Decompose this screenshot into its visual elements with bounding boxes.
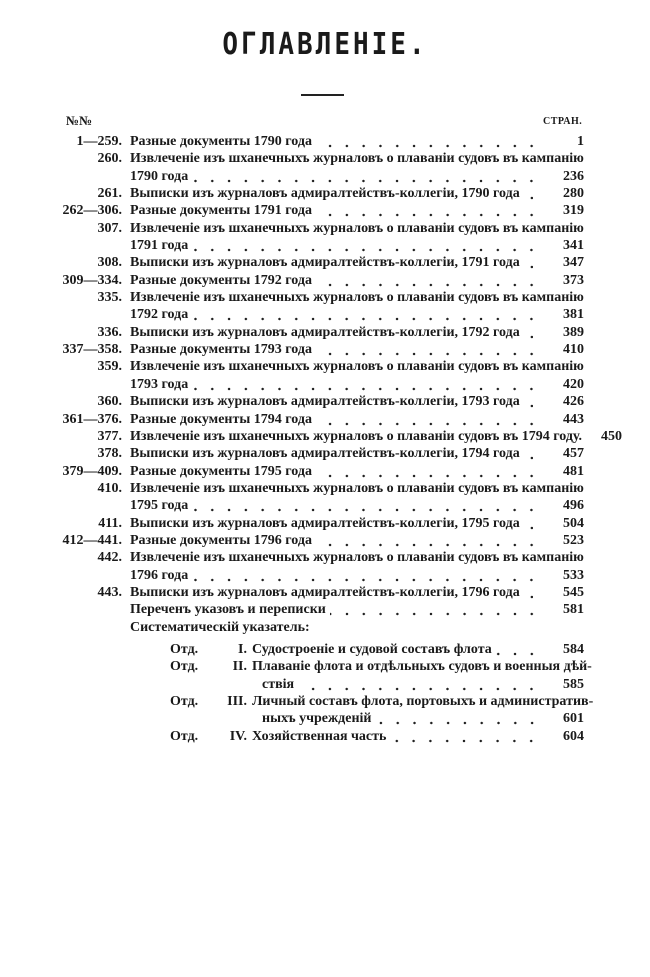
toc-entry: [0, 306, 650, 323]
page-title: ОГЛАВЛЕНIЕ.: [222, 27, 428, 63]
entry-title: Выписки изъ журналовъ адмиралтействъ-коллегiи, 1792 года: [130, 324, 520, 340]
page-column-header: СТРАН.: [543, 116, 583, 127]
toc-entry: [0, 358, 650, 375]
page-number: 319: [563, 203, 584, 219]
entry-text: [262, 710, 544, 727]
page-number: [544, 619, 584, 636]
entry-text: [130, 341, 544, 358]
dot-leader: [390, 728, 540, 745]
page-number: [584, 289, 624, 306]
toc-section-entry: [0, 676, 650, 693]
entry-number: 410.: [97, 480, 122, 496]
entry-number: 337—358.: [62, 342, 122, 358]
dot-leader: [524, 254, 540, 271]
dot-leader: [524, 393, 540, 410]
page-number: 443: [563, 411, 584, 427]
entry-title: ныхъ учрежденiй: [262, 711, 372, 727]
entry-title: ствiя: [262, 676, 295, 692]
entry-title: Извлеченiе изъ шханечныхъ журналовъ о плаванiи судовъ въ кампанiю: [130, 480, 584, 496]
toc-entry: [0, 428, 650, 445]
entry-number: 1—259.: [76, 134, 122, 149]
dot-leader: [524, 515, 540, 532]
entry-title: Разные документы 1791 года: [130, 203, 312, 219]
entry-title: Хозяйственная часть: [252, 728, 387, 744]
entry-text: [252, 728, 544, 745]
entry-title: Выписки изъ журналовъ адмиралтействъ-коллегiи, 1791 года: [130, 255, 520, 271]
dot-leader: [330, 601, 540, 618]
dot-leader: [524, 324, 540, 341]
entry-number: 308.: [97, 255, 122, 271]
toc-entry: [0, 549, 650, 566]
toc-entry: [0, 324, 650, 341]
entry-text: [130, 393, 544, 410]
toc-section-entry: [0, 693, 650, 710]
entry-text: [130, 376, 544, 393]
toc-entry: [0, 168, 650, 185]
entry-text: [252, 693, 593, 710]
page-number: [584, 549, 624, 566]
page-number: 236: [563, 168, 584, 184]
toc-entry: [0, 532, 650, 549]
entry-title: Выписки изъ журналовъ адмиралтействъ-коллегiи, 1793 года: [130, 394, 520, 410]
entry-number: 378.: [97, 446, 122, 462]
entry-title: Извлеченiе изъ шханечныхъ журналовъ о плаванiи судовъ въ кампанiю: [130, 220, 584, 236]
page-number: 496: [563, 498, 584, 514]
entry-text: [130, 220, 584, 237]
page-number: 381: [563, 307, 584, 323]
entry-title: Извлеченiе изъ шханечныхъ журналовъ о плаванiи судовъ въ кампанiю: [130, 550, 584, 566]
entry-title: Разные документы 1795 года: [130, 463, 312, 479]
toc-entry: [0, 445, 650, 462]
entry-title: Извлеченiе изъ шханечныхъ журналовъ о плаванiи судовъ въ кампанiю: [130, 359, 584, 375]
page-number: 1: [577, 134, 584, 149]
entry-title: 1793 года: [130, 376, 189, 392]
dot-leader: [316, 341, 540, 358]
entry-number: 309—334.: [62, 272, 122, 288]
entry-text: [130, 358, 584, 375]
entry-text: [130, 584, 544, 601]
toc-entry: [0, 341, 650, 358]
entry-text: [130, 601, 544, 618]
entry-number: 307.: [97, 220, 122, 236]
entry-number: 412—441.: [62, 532, 122, 548]
page-number: 341: [563, 238, 584, 254]
entry-title: Выписки изъ журналовъ адмиралтействъ-коллегiи, 1790 года: [130, 186, 520, 202]
page-number: 410: [563, 342, 584, 358]
toc-entry: [0, 376, 650, 393]
section-label: Отд.: [170, 694, 199, 709]
entry-title: Личный составъ флота, портовыхъ и административ-: [252, 694, 594, 709]
page-number: 604: [563, 728, 584, 744]
page-number: 347: [563, 255, 584, 271]
entry-number: 411.: [98, 515, 122, 531]
table-of-contents: [0, 133, 650, 745]
toc-entry: [0, 202, 650, 219]
entry-text: [130, 445, 544, 462]
toc-entry: [0, 567, 650, 584]
entry-text: [130, 324, 544, 341]
entry-number: 260.: [97, 151, 122, 167]
entry-title: 1796 года: [130, 567, 189, 583]
page-number: [593, 693, 633, 710]
entry-text: [130, 480, 584, 497]
entry-title: 1791 года: [130, 238, 189, 254]
entry-title: Извлеченiе изъ шханечныхъ журналовъ о плаванiи судовъ въ 1794 году.: [130, 428, 583, 444]
entry-text: [130, 411, 544, 428]
entry-text: [130, 532, 544, 549]
toc-entry: [0, 289, 650, 306]
toc-entry: [0, 411, 650, 428]
dot-leader: [376, 710, 541, 727]
dot-leader: [316, 411, 540, 428]
entry-text: [130, 497, 544, 514]
toc-section-entry: [0, 710, 650, 727]
entry-number: 379—409.: [62, 463, 122, 479]
entry-text: [130, 168, 544, 185]
toc-entry: [0, 272, 650, 289]
section-label: Отд.: [170, 641, 199, 657]
section-numeral: II.: [232, 659, 247, 675]
entry-title: Судостроенiе и судовой составъ флота: [252, 641, 492, 657]
entry-title: 1792 года: [130, 307, 189, 323]
page-number: 389: [563, 324, 584, 340]
page-number: 280: [563, 186, 584, 202]
entry-text: [130, 515, 544, 532]
toc-section-entry: [0, 641, 650, 658]
page-number: [584, 358, 624, 375]
entry-text: [130, 463, 544, 480]
entry-title: Разные документы 1792 года: [130, 272, 312, 288]
dot-leader: [192, 237, 540, 254]
toc-entry: [0, 584, 650, 601]
toc-entry: [0, 254, 650, 271]
section-numeral: I.: [238, 641, 247, 657]
entry-title: Выписки изъ журналовъ адмиралтействъ-коллегiи, 1796 года: [130, 584, 520, 600]
page-number: 533: [563, 567, 584, 583]
entry-number: [0, 601, 122, 618]
toc-entry: [0, 393, 650, 410]
entry-text: [252, 641, 544, 658]
spacer: [310, 619, 544, 636]
entry-text: [130, 428, 582, 445]
entry-title: Выписки изъ журналовъ адмиралтействъ-коллегiи, 1794 года: [130, 446, 520, 462]
toc-section-entry: [0, 658, 650, 675]
entry-title: Разные документы 1794 года: [130, 411, 312, 427]
dot-leader: [316, 272, 540, 289]
section-label: Отд.: [170, 728, 199, 744]
page-number: 601: [563, 711, 584, 727]
page-number: 581: [563, 602, 584, 618]
entry-text: [130, 133, 544, 150]
dot-leader: [316, 532, 540, 549]
entry-number: 335.: [97, 290, 122, 306]
page-number: 426: [563, 394, 584, 410]
dot-leader: [192, 168, 540, 185]
page-number: [584, 480, 624, 497]
dot-leader: [524, 445, 540, 462]
page-number: [592, 658, 632, 675]
entry-number: 261.: [97, 186, 122, 202]
entry-title: Переченъ указовъ и переписки: [130, 602, 326, 618]
entry-text: [130, 150, 584, 167]
entry-title: 1795 года: [130, 498, 189, 514]
dot-leader: [524, 584, 540, 601]
toc-entry: [0, 150, 650, 167]
toc-entry: [0, 601, 650, 618]
dot-leader: [192, 497, 540, 514]
entry-title: Разные документы 1793 года: [130, 342, 312, 358]
entry-number: 336.: [97, 324, 122, 340]
entry-text: [130, 306, 544, 323]
dot-leader: [192, 567, 540, 584]
page-number: [584, 150, 624, 167]
entry-title: Систематическiй указатель:: [130, 619, 310, 635]
entry-text: [130, 289, 584, 306]
entry-text: [130, 567, 544, 584]
dot-leader: [316, 202, 540, 219]
page-number: 450: [601, 428, 623, 444]
entry-title: Разные документы 1790 года: [130, 134, 312, 149]
entry-number: [0, 619, 122, 636]
dot-leader: [192, 376, 540, 393]
page-number: 457: [563, 446, 584, 462]
entry-text: [130, 619, 544, 636]
section-numeral: III.: [227, 694, 247, 709]
dot-leader: [298, 676, 540, 693]
toc-entry: [0, 237, 650, 254]
page-number: 585: [563, 676, 584, 692]
toc-section-entry: [0, 728, 650, 745]
entry-text: [262, 676, 544, 693]
entry-number: 377.: [97, 428, 122, 444]
entry-text: [130, 185, 544, 202]
dot-leader: [496, 641, 540, 658]
entry-number: 361—376.: [62, 411, 122, 427]
number-column-header: №№: [66, 113, 93, 128]
page-number: 504: [563, 515, 584, 531]
dot-leader: [524, 185, 540, 202]
page-number: 373: [563, 272, 584, 288]
toc-entry: [0, 185, 650, 202]
section-numeral: IV.: [229, 728, 247, 744]
dot-leader: [192, 306, 540, 323]
entry-title: Плаванiе флота и отдѣльныхъ судовъ и военныя дѣй-: [252, 659, 592, 675]
toc-entry: [0, 480, 650, 497]
toc-entry: [0, 463, 650, 480]
entry-text: [130, 237, 544, 254]
entry-text: [130, 272, 544, 289]
entry-text: [252, 658, 592, 675]
page-number: 523: [563, 532, 584, 548]
entry-text: [130, 254, 544, 271]
page-number: 420: [563, 376, 584, 392]
toc-entry: [0, 220, 650, 237]
entry-title: Извлеченiе изъ шханечныхъ журналовъ о плаванiи судовъ въ кампанiю: [130, 290, 584, 306]
entry-number: 442.: [97, 550, 122, 566]
section-label: Отд.: [170, 659, 199, 675]
toc-entry: [0, 515, 650, 532]
toc-entry: [0, 619, 650, 636]
title-divider: [301, 94, 344, 96]
entry-title: Разные документы 1796 года: [130, 532, 312, 548]
page-number: 584: [563, 641, 584, 657]
dot-leader: [316, 133, 540, 150]
entry-number: 443.: [97, 584, 122, 600]
entry-title: Выписки изъ журналовъ адмиралтействъ-коллегiи, 1795 года: [130, 515, 520, 531]
entry-title: Извлеченiе изъ шханечныхъ журналовъ о плаванiи судовъ въ кампанiю: [130, 151, 584, 167]
toc-entry: [0, 497, 650, 514]
page-number: 481: [563, 463, 584, 479]
entry-number: 359.: [97, 359, 122, 375]
entry-number: 360.: [97, 394, 122, 410]
page-number: 545: [563, 584, 584, 600]
entry-title: 1790 года: [130, 168, 189, 184]
entry-text: [130, 549, 584, 566]
toc-entry: [0, 133, 650, 150]
entry-number: 262—306.: [62, 203, 122, 219]
dot-leader: [316, 463, 540, 480]
page-number: [584, 220, 624, 237]
entry-text: [130, 202, 544, 219]
